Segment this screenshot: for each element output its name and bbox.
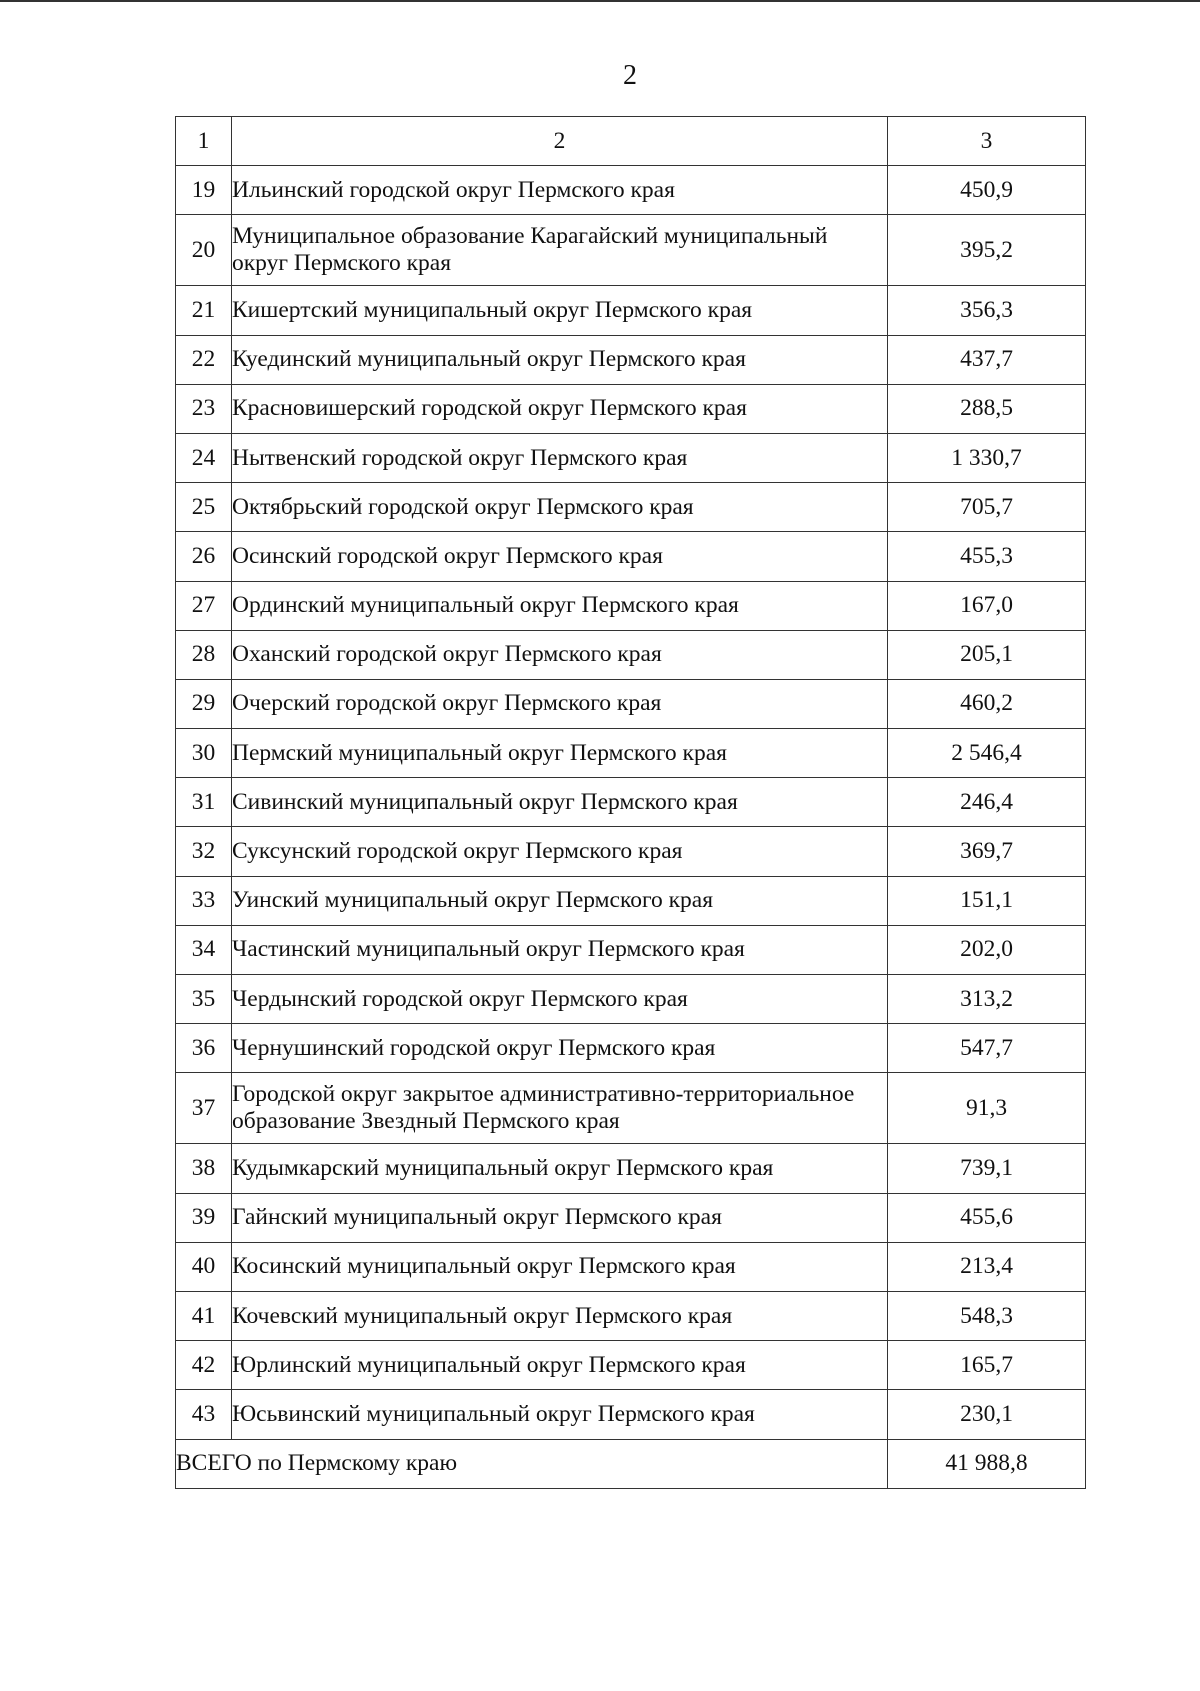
table-row [176, 433, 1086, 482]
row-name: Кочевский муниципальный округ Пермского края [232, 1291, 888, 1340]
row-number: 33 [176, 876, 232, 925]
table-row [176, 1024, 1086, 1073]
row-value: 151,1 [888, 876, 1086, 925]
row-value: 705,7 [888, 483, 1086, 532]
row-name: Юсьвинский муниципальный округ Пермского края [232, 1390, 888, 1439]
table-row [176, 630, 1086, 679]
row-number: 28 [176, 630, 232, 679]
row-name: Очерский городской округ Пермского края [232, 679, 888, 728]
table-row [176, 729, 1086, 778]
row-name: Муниципальное образование Карагайский муниципальный округ Пермского края [232, 215, 888, 286]
row-name: Чердынский городской округ Пермского края [232, 975, 888, 1024]
row-number: 37 [176, 1073, 232, 1144]
table-row [176, 827, 1086, 876]
row-name: Уинский муниципальный округ Пермского края [232, 876, 888, 925]
row-number: 41 [176, 1291, 232, 1340]
row-value: 167,0 [888, 581, 1086, 630]
row-value: 1 330,7 [888, 433, 1086, 482]
row-value: 2 546,4 [888, 729, 1086, 778]
table-row [176, 975, 1086, 1024]
row-name: Оханский городской округ Пермского края [232, 630, 888, 679]
row-name: Красновишерский городской округ Пермского края [232, 384, 888, 433]
row-value: 739,1 [888, 1144, 1086, 1193]
row-name: Чернушинский городской округ Пермского края [232, 1024, 888, 1073]
row-name: Суксунский городской округ Пермского края [232, 827, 888, 876]
row-number: 20 [176, 215, 232, 286]
table-row [176, 581, 1086, 630]
row-name: Городской округ закрытое административно-территориальное образование Звездный Пермского края [232, 1073, 888, 1144]
row-value: 202,0 [888, 925, 1086, 974]
table-row [176, 335, 1086, 384]
row-value: 369,7 [888, 827, 1086, 876]
row-number: 35 [176, 975, 232, 1024]
row-name: Гайнский муниципальный округ Пермского края [232, 1193, 888, 1242]
row-name: Кишертский муниципальный округ Пермского края [232, 286, 888, 335]
row-name: Осинский городской округ Пермского края [232, 532, 888, 581]
row-value: 213,4 [888, 1242, 1086, 1291]
district-values-table [175, 116, 1086, 1489]
row-value: 165,7 [888, 1341, 1086, 1390]
row-number: 19 [176, 166, 232, 215]
top-scan-edge [0, 0, 1200, 2]
row-value: 437,7 [888, 335, 1086, 384]
row-name: Косинский муниципальный округ Пермского края [232, 1242, 888, 1291]
row-name: Юрлинский муниципальный округ Пермского края [232, 1341, 888, 1390]
row-name: Ординский муниципальный округ Пермского края [232, 581, 888, 630]
table-row [176, 1341, 1086, 1390]
row-name: Пермский муниципальный округ Пермского края [232, 729, 888, 778]
table-row [176, 925, 1086, 974]
row-value: 313,2 [888, 975, 1086, 1024]
table-row [176, 679, 1086, 728]
total-value: 41 988,8 [888, 1439, 1086, 1488]
table-row [176, 215, 1086, 286]
row-value: 288,5 [888, 384, 1086, 433]
row-number: 29 [176, 679, 232, 728]
table-row [176, 483, 1086, 532]
row-name: Частинский муниципальный округ Пермского края [232, 925, 888, 974]
table-row [176, 1291, 1086, 1340]
row-value: 356,3 [888, 286, 1086, 335]
row-name: Кудымкарский муниципальный округ Пермского края [232, 1144, 888, 1193]
table-header-row [176, 117, 1086, 166]
table-row [176, 1242, 1086, 1291]
row-number: 27 [176, 581, 232, 630]
row-value: 230,1 [888, 1390, 1086, 1439]
row-number: 25 [176, 483, 232, 532]
table-row [176, 166, 1086, 215]
table-row [176, 1193, 1086, 1242]
row-value: 548,3 [888, 1291, 1086, 1340]
row-number: 26 [176, 532, 232, 581]
table-row [176, 876, 1086, 925]
table-row [176, 778, 1086, 827]
table-row [176, 532, 1086, 581]
row-number: 42 [176, 1341, 232, 1390]
row-number: 36 [176, 1024, 232, 1073]
row-number: 23 [176, 384, 232, 433]
row-number: 43 [176, 1390, 232, 1439]
table-row [176, 286, 1086, 335]
row-number: 39 [176, 1193, 232, 1242]
row-name: Октябрьский городской округ Пермского края [232, 483, 888, 532]
row-number: 38 [176, 1144, 232, 1193]
row-value: 246,4 [888, 778, 1086, 827]
row-value: 91,3 [888, 1073, 1086, 1144]
row-number: 22 [176, 335, 232, 384]
row-number: 40 [176, 1242, 232, 1291]
row-number: 21 [176, 286, 232, 335]
row-value: 395,2 [888, 215, 1086, 286]
row-number: 34 [176, 925, 232, 974]
row-number: 31 [176, 778, 232, 827]
row-value: 450,9 [888, 166, 1086, 215]
row-value: 460,2 [888, 679, 1086, 728]
table-row [176, 1144, 1086, 1193]
table-total-row [176, 1439, 1086, 1488]
row-value: 455,3 [888, 532, 1086, 581]
row-number: 30 [176, 729, 232, 778]
row-number: 32 [176, 827, 232, 876]
row-number: 24 [176, 433, 232, 482]
row-name: Ильинский городской округ Пермского края [232, 166, 888, 215]
header-cell-number: 1 [176, 117, 232, 166]
row-value: 547,7 [888, 1024, 1086, 1073]
row-value: 205,1 [888, 630, 1086, 679]
row-name: Сивинский муниципальный округ Пермского края [232, 778, 888, 827]
header-cell-value: 3 [888, 117, 1086, 166]
row-name: Куединский муниципальный округ Пермского края [232, 335, 888, 384]
header-cell-name: 2 [232, 117, 888, 166]
row-name: Нытвенский городской округ Пермского края [232, 433, 888, 482]
total-label: ВСЕГО по Пермскому краю [176, 1439, 888, 1488]
table-row [176, 1073, 1086, 1144]
table-row [176, 1390, 1086, 1439]
row-value: 455,6 [888, 1193, 1086, 1242]
page-number: 2 [623, 60, 637, 91]
table-row [176, 384, 1086, 433]
